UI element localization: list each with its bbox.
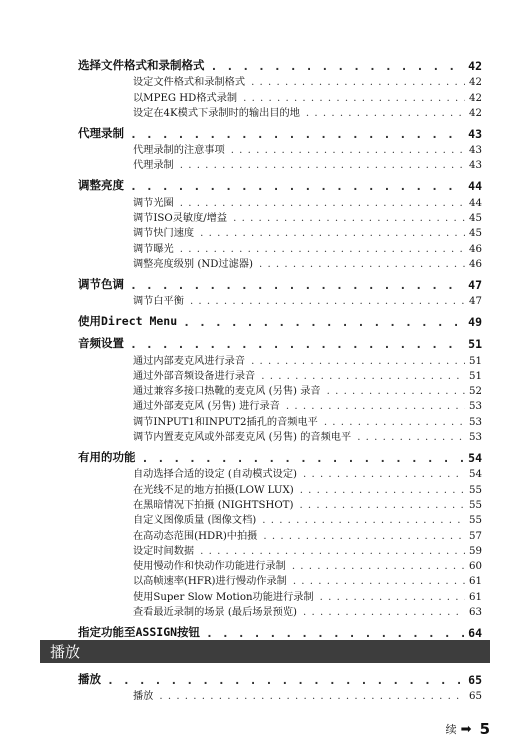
toc-subentry-title: 在高动态范围(HDR)中拍摄: [133, 530, 258, 542]
toc-entry-page: 47: [468, 277, 482, 292]
toc-subentry-page: 51: [469, 355, 482, 367]
toc-entry-page: 42: [468, 59, 482, 73]
toc-subentry-title: 设定文件格式和录制格式: [133, 77, 246, 89]
toc-subentry-page: 44: [469, 197, 482, 209]
toc-subentry-page: 45: [469, 228, 482, 240]
toc-subentry-page: 53: [469, 401, 482, 413]
toc-subentry-title: 调节INPUT1和INPUT2插孔的音频电平: [133, 416, 318, 428]
toc-subentry[interactable]: [133, 603, 482, 618]
toc-subentry-page: 54: [469, 469, 482, 481]
toc-entry-title: 有用的功能: [78, 450, 136, 465]
toc-subentry-page: 61: [469, 591, 482, 603]
toc-leader-dots: [180, 198, 465, 209]
toc-subentry-page: 65: [469, 691, 482, 703]
toc-entry-page: 65: [468, 673, 482, 687]
toc-subentry[interactable]: [133, 496, 482, 511]
toc-subentry-page: 59: [469, 545, 482, 557]
toc-subentry-page: 57: [469, 530, 482, 542]
toc-subentry[interactable]: [133, 511, 482, 526]
toc-entry-title: 代理录制: [78, 125, 124, 140]
toc-leader-dots: [292, 561, 465, 572]
toc-entry[interactable]: [78, 122, 482, 141]
toc-subentry[interactable]: [133, 542, 482, 557]
toc-entry[interactable]: [78, 54, 482, 73]
toc-subentry-title: 在黑暗情况下拍摄 (NIGHTSHOT): [133, 499, 294, 511]
toc-leader-dots: [130, 127, 465, 141]
toc-subentry-title: 以高帧速率(HFR)进行慢动作录制: [133, 576, 287, 588]
toc-subentry[interactable]: [133, 480, 482, 495]
toc-subentry-page: 43: [469, 145, 482, 157]
toc-subentry-page: 53: [469, 432, 482, 444]
toc-entry-page: 49: [468, 315, 482, 330]
toc-subentry[interactable]: [133, 382, 482, 397]
toc-subentry-title: 查看最近录制的场景 (最后场景预览): [133, 607, 297, 619]
toc-leader-dots: [299, 500, 465, 511]
toc-subentry[interactable]: [133, 239, 482, 254]
toc-subentry-page: 53: [469, 416, 482, 428]
toc-entry-title: 调节色调: [78, 276, 124, 291]
toc-entry[interactable]: [78, 446, 482, 465]
toc-entry-title: 指定功能至ASSIGN按钮: [78, 625, 201, 640]
toc-leader-dots: [327, 386, 465, 397]
toc-leader-dots: [324, 417, 465, 428]
toc-leader-dots: [130, 337, 465, 351]
toc-leader-dots: [259, 259, 465, 270]
toc-subentry-page: 42: [469, 77, 482, 89]
toc-subentry-title: 在光线不足的地方拍摄(LOW LUX): [133, 484, 294, 496]
toc-subentry-title: 设定在4K模式下录制时的输出目的地: [133, 107, 300, 119]
toc-subentry[interactable]: [133, 526, 482, 541]
toc-leader-dots: [200, 228, 465, 239]
toc-subentry-title: 使用Super Slow Motion功能进行录制: [133, 591, 314, 603]
toc-entry-title: 调整亮度: [78, 178, 124, 193]
toc-subentry-page: 55: [469, 484, 482, 496]
toc-leader-dots: [180, 244, 465, 255]
toc-subentry-title: 播放: [133, 691, 154, 703]
toc-leader-dots: [262, 515, 465, 526]
toc-subentry-page: 46: [469, 243, 482, 255]
toc-leader-dots: [200, 546, 465, 557]
toc-subentry[interactable]: [133, 209, 482, 224]
toc-subentry-title: 通过兼容多接口热靴的麦克风 (另售) 录音: [133, 386, 321, 398]
toc-subentry-title: 代理录制: [133, 160, 174, 172]
toc-leader-dots: [107, 673, 465, 687]
toc-leader-dots: [243, 93, 465, 104]
toc-subentry-title: 调整亮度级别 (ND过滤器): [133, 258, 253, 270]
toc-subentry-title: 自定义图像质量 (图像文档): [133, 515, 257, 527]
toc-subentry-page: 51: [469, 370, 482, 382]
toc-leader-dots: [263, 531, 465, 542]
toc-subentry-title: 通过外部麦克风 (另售) 进行录音: [133, 401, 280, 413]
toc-leader-dots: [190, 296, 465, 307]
toc-entry[interactable]: [78, 668, 482, 687]
toc-subentry[interactable]: [133, 412, 482, 427]
toc-entry-title: 选择文件格式和录制格式: [78, 58, 205, 72]
toc-entry-title: 使用Direct Menu: [78, 314, 178, 329]
toc-leader-dots: [231, 145, 465, 156]
toc-leader-dots: [306, 108, 465, 119]
toc-subentry[interactable]: [133, 465, 482, 480]
toc-entry-page: 54: [468, 451, 482, 466]
toc-subentry[interactable]: [133, 572, 482, 587]
toc-subentry-page: 63: [469, 607, 482, 619]
toc-subentry-title: 通过外部音频设备进行录音: [133, 370, 256, 382]
section-header: [40, 640, 490, 663]
continued-label: 续: [445, 723, 457, 736]
toc-entry-title: 音频设置: [78, 336, 124, 351]
toc-leader-dots: [303, 607, 465, 618]
toc-entry-page: 43: [468, 126, 482, 141]
toc-subentry-title: 调节曝光: [133, 243, 174, 255]
toc-leader-dots: [211, 59, 466, 73]
toc-entry-page: 44: [468, 179, 482, 194]
toc-leader-dots: [159, 691, 465, 702]
page-footer: [446, 720, 490, 738]
toc-playback: [0, 668, 530, 705]
toc-subentry[interactable]: [133, 367, 482, 382]
toc-subentry[interactable]: [133, 587, 482, 602]
toc-subentry[interactable]: [133, 557, 482, 572]
toc-subentry[interactable]: [133, 73, 482, 88]
toc-leader-dots: [130, 278, 465, 292]
toc-subentry-page: 45: [469, 213, 482, 225]
toc-subentry-title: 调节光圈: [133, 197, 174, 209]
toc-entry[interactable]: [78, 332, 482, 351]
toc-leader-dots: [142, 451, 466, 465]
toc-subentry-page: 61: [469, 576, 482, 588]
toc-subentry-page: 60: [469, 561, 482, 573]
toc-subentry[interactable]: [133, 104, 482, 119]
toc-subentry[interactable]: [133, 224, 482, 239]
arrow-right-icon: ➡: [460, 721, 472, 737]
toc-subentry-page: 43: [469, 160, 482, 172]
toc-leader-dots: [233, 213, 465, 224]
toc-subentry-title: 使用慢动作和快动作功能进行录制: [133, 561, 286, 573]
toc-subentry[interactable]: [133, 397, 482, 412]
toc-leader-dots: [183, 315, 465, 329]
toc-subentry-title: 自动选择合适的设定 (自动模式设定): [133, 469, 297, 481]
toc-entry-page: 64: [468, 626, 482, 641]
toc-subentry[interactable]: [133, 156, 482, 171]
toc-leader-dots: [286, 401, 465, 412]
toc-leader-dots: [261, 371, 465, 382]
toc-entry[interactable]: [78, 273, 482, 292]
toc-subentry-page: 47: [469, 296, 482, 308]
toc-subentry[interactable]: [133, 428, 482, 443]
toc-entry[interactable]: [78, 174, 482, 193]
toc-entry-title: 播放: [78, 672, 101, 686]
section-title: 播放: [50, 643, 81, 661]
toc-subentry[interactable]: [133, 193, 482, 208]
toc-subentry-title: 代理录制的注意事项: [133, 145, 225, 157]
toc-entry[interactable]: [78, 310, 482, 329]
toc: [0, 54, 530, 643]
toc-subentry[interactable]: [133, 255, 482, 270]
toc-leader-dots: [303, 469, 465, 480]
toc-subentry-title: 调节内置麦克风或外部麦克风 (另售) 的音频电平: [133, 432, 352, 444]
toc-subentry-title: 调节快门速度: [133, 228, 195, 240]
toc-leader-dots: [206, 626, 465, 640]
page-number: 5: [479, 720, 490, 738]
toc-leader-dots: [130, 179, 465, 193]
toc-subentry-page: 42: [469, 92, 482, 104]
toc-entry[interactable]: [78, 621, 482, 640]
toc-leader-dots: [320, 592, 465, 603]
toc-leader-dots: [357, 432, 465, 443]
toc-subentry[interactable]: [133, 687, 482, 702]
toc-leader-dots: [180, 160, 465, 171]
toc-leader-dots: [293, 576, 465, 587]
toc-subentry-title: 设定时间数据: [133, 545, 195, 557]
toc-leader-dots: [251, 356, 465, 367]
toc-subentry-title: 调节白平衡: [133, 296, 184, 308]
toc-leader-dots: [251, 77, 465, 88]
toc-subentry[interactable]: [133, 351, 482, 366]
toc-subentry-page: 55: [469, 515, 482, 527]
toc-leader-dots: [300, 485, 465, 496]
toc-subentry-title: 通过内部麦克风进行录音: [133, 355, 246, 367]
toc-subentry-title: 以MPEG HD格式录制: [133, 92, 238, 104]
toc-subentry-page: 46: [469, 258, 482, 270]
toc-subentry-page: 55: [469, 499, 482, 511]
toc-subentry[interactable]: [133, 88, 482, 103]
toc-subentry[interactable]: [133, 141, 482, 156]
toc-entry-page: 51: [468, 337, 482, 352]
toc-subentry-title: 调节ISO灵敏度/增益: [133, 213, 228, 225]
toc-subentry-page: 42: [469, 107, 482, 119]
toc-subentry[interactable]: [133, 292, 482, 307]
toc-subentry-page: 52: [469, 386, 482, 398]
